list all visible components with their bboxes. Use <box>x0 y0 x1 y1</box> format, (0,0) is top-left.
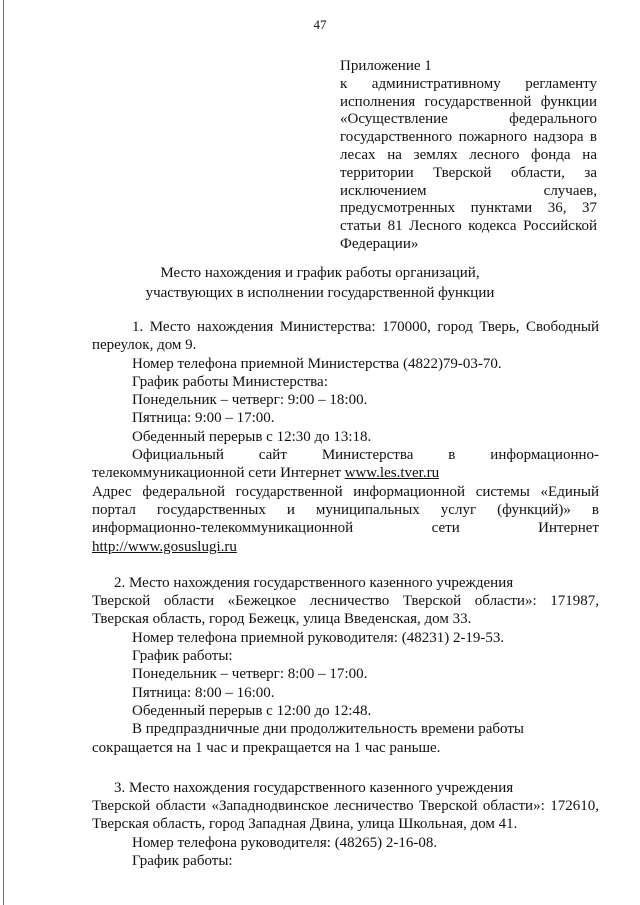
s1-mon-thu: Понедельник – четверг: 9:00 – 18:00. <box>132 392 368 409</box>
s1-portal-line: Адрес федеральной государственной информационной системы «Единый <box>92 483 599 500</box>
appendix-block <box>340 58 597 254</box>
spacer <box>92 757 599 779</box>
appendix-line: «Осуществление федерального <box>340 111 597 128</box>
gosuslugi-link[interactable]: http://www.gosuslugi.ru <box>92 538 237 555</box>
s1-phone: Номер телефона приемной Министерства (4822)79-03-70. <box>132 355 502 372</box>
s2-mon-thu: Понедельник – четверг: 8:00 – 17:00. <box>132 666 368 683</box>
s2-address-line: Тверская область, город Бежецк, улица Введенская, дом 33. <box>92 611 472 628</box>
s1-address-line: 1. Место нахождения Министерства: 170000, город Тверь, Свободный <box>132 319 599 335</box>
s1-portal-link-line <box>92 538 599 556</box>
appendix-title: Приложение 1 <box>340 58 432 74</box>
s1-site-line: телекоммуникационной сети Интернет www.les.tver.ru <box>92 465 440 482</box>
appendix-line: статьи 81 Лесного кодекса Российской <box>340 218 597 235</box>
s2-phone: Номер телефона приемной руководителя: (48231) 2-19-53. <box>132 629 505 646</box>
appendix-line: к административному регламенту <box>340 75 597 92</box>
s2-address-line: Тверской области «Бежецкое лесничество Тверской области»: 171987, <box>92 593 599 610</box>
page-number: 47 <box>313 17 327 32</box>
s1-lunch: Обеденный перерыв с 12:30 до 13:18. <box>132 428 372 445</box>
heading-line: Место нахождения и график работы организаций, <box>160 265 480 281</box>
scan-edge-line <box>3 0 4 905</box>
s2-heading-line: 2. Место нахождения государственного казенного учреждения <box>114 574 514 591</box>
s1-fri: Пятница: 9:00 – 17:00. <box>132 410 275 427</box>
heading-line: участвующих в исполнении государственной функции <box>145 285 495 301</box>
s1-schedule-label: График работы Министерства: <box>132 373 328 390</box>
appendix-line: исполнения государственной функции <box>340 93 597 110</box>
appendix-line: предусмотренных пунктами 36, 37 <box>340 200 597 217</box>
s1-portal-line: портал государственных и муниципальных услуг (функций)» в <box>92 501 599 518</box>
s1-address-line: переулок, дом 9. <box>92 337 197 354</box>
s2-fri: Пятница: 8:00 – 16:00. <box>132 684 275 701</box>
s1-site-line: Официальный сайт Министерства в информационно- <box>132 447 599 464</box>
s1-portal-line: информационно-телекоммуникационной сети Интернет <box>92 520 599 537</box>
appendix-line: территории Тверской области, за <box>340 164 597 181</box>
s3-heading-line: 3. Место нахождения государственного казенного учреждения <box>114 779 514 796</box>
ministry-website-link[interactable]: www.les.tver.ru <box>344 465 440 482</box>
appendix-line: исключением случаев, <box>340 182 597 199</box>
s3-schedule-label: График работы: <box>132 853 233 870</box>
appendix-line: лесах на землях лесного фонда на <box>340 146 597 163</box>
s3-phone: Номер телефона руководителя: (48265) 2-16-08. <box>132 834 438 851</box>
section-heading <box>92 263 548 303</box>
s2-lunch: Обеденный перерыв с 12:00 до 12:48. <box>132 702 372 719</box>
s3-address-line: Тверской области «Западнодвинское лесничество Тверской области»: 172610, <box>92 798 599 815</box>
s2-schedule-label: График работы: <box>132 648 233 665</box>
s2-holiday-line: сокращается на 1 час и прекращается на 1 час раньше. <box>92 739 441 756</box>
s2-holiday-line: В предпраздничные дни продолжительность времени работы <box>132 721 524 738</box>
appendix-line: Федерации» <box>340 235 419 252</box>
s3-address-line: Тверская область, город Западная Двина, улица Школьная, дом 41. <box>92 816 518 833</box>
appendix-line: государственного пожарного надзора в <box>340 129 597 146</box>
spacer <box>92 556 599 574</box>
document-body <box>92 318 599 870</box>
